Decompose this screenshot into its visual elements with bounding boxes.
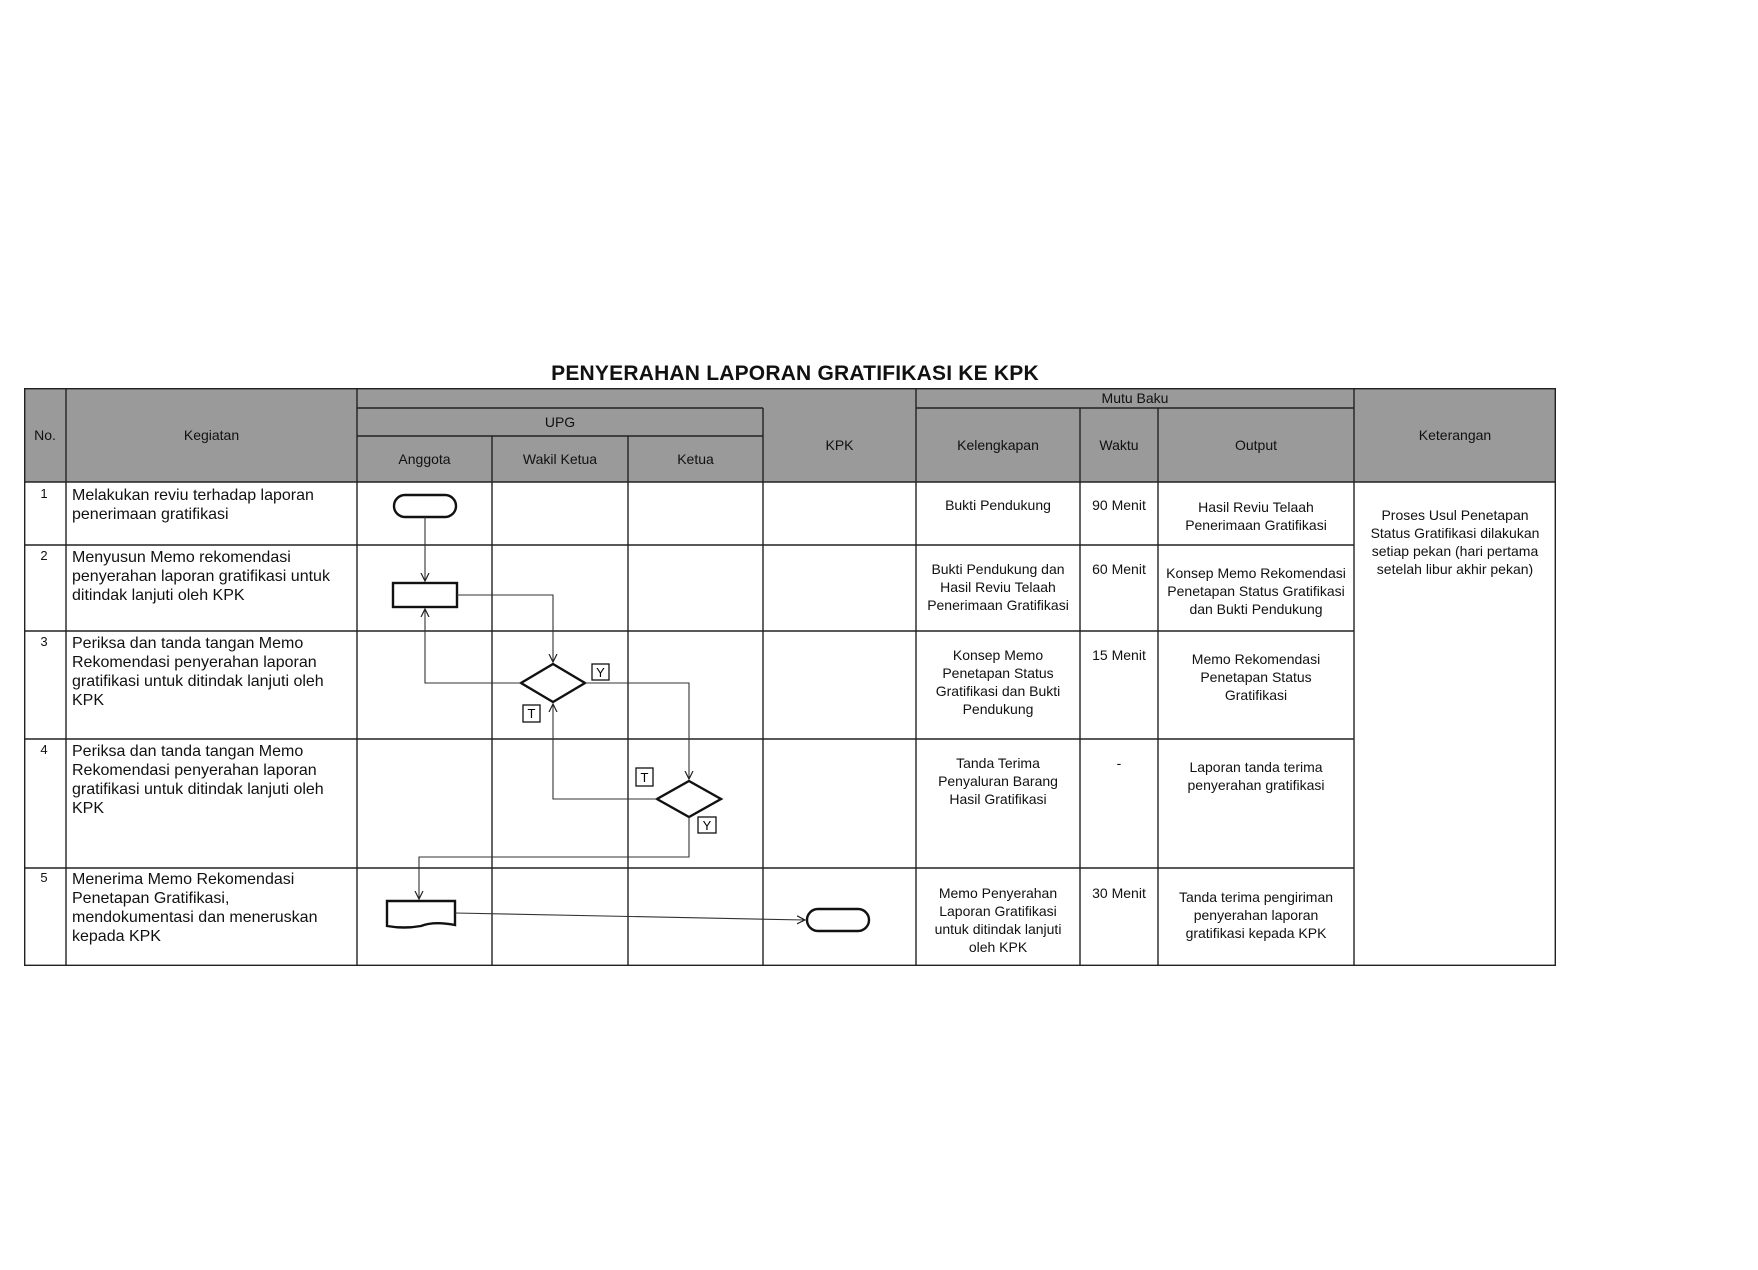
header-mutu-baku: Mutu Baku [1101, 390, 1169, 406]
row-2-output: Konsep Memo Rekomendasi Penetapan Status Gratifikasi dan Bukti Pendukung [1166, 565, 1346, 617]
label-t-2: T [640, 770, 649, 785]
row-2-kegiatan: Menyusun Memo rekomendasi penyerahan laporan gratifikasi untuk ditindak lanjuti oleh KPK [72, 549, 330, 604]
label-y-1: Y [596, 665, 605, 680]
row-1-no: 1 [40, 486, 48, 501]
connector-2-3 [457, 595, 553, 662]
row-1-waktu: 90 Menit [1092, 497, 1146, 513]
header-upg: UPG [544, 414, 576, 430]
row-5-kelengkapan: Memo Penyerahan Laporan Gratifikasi untuk ditindak lanjuti oleh KPK [934, 885, 1062, 955]
header-kelengkapan: Kelengkapan [957, 437, 1039, 453]
connector-5-end [455, 913, 805, 920]
row-2-waktu: 60 Menit [1092, 561, 1146, 577]
document-title: PENYERAHAN LAPORAN GRATIFIKASI KE KPK [551, 362, 1039, 385]
header-keterangan: Keterangan [1418, 427, 1492, 443]
header-waktu: Waktu [1099, 437, 1139, 453]
row-5-output: Tanda terima pengiriman penyerahan laporan gratifikasi kepada KPK [1178, 889, 1334, 941]
row-3-waktu: 15 Menit [1092, 647, 1146, 663]
row-5-kegiatan: Menerima Memo Rekomendasi Penetapan Gratifikasi, mendokumentasi dan meneruskan kepada KPK [72, 871, 318, 945]
end-terminator [807, 909, 869, 931]
row-3-no: 3 [40, 634, 48, 649]
row-3-output: Memo Rekomendasi Penetapan Status Gratifikasi [1191, 651, 1321, 703]
row-1-kegiatan: Melakukan reviu terhadap laporan penerimaan gratifikasi [72, 487, 314, 523]
row-4-no: 4 [40, 742, 48, 757]
document-symbol [387, 901, 455, 928]
decision-wakil-ketua [521, 664, 585, 702]
row-5-waktu: 30 Menit [1092, 885, 1146, 901]
connector-reject-1 [425, 609, 521, 683]
label-y-2: Y [702, 818, 712, 833]
flowchart-diagram [24, 388, 1556, 966]
row-5-no: 5 [40, 870, 48, 885]
header-wakil-ketua: Wakil Ketua [522, 451, 598, 467]
row-1-kelengkapan: Bukti Pendukung [945, 497, 1051, 513]
row-2-no: 2 [40, 548, 48, 563]
connector-approve-1 [585, 683, 689, 779]
header-kpk: KPK [825, 437, 854, 453]
connector-approve-2 [419, 817, 689, 899]
flowchart-table [24, 388, 1556, 966]
header-kegiatan: Kegiatan [183, 427, 240, 443]
start-terminator [394, 495, 456, 517]
row-4-kelengkapan: Tanda Terima Penyaluran Barang Hasil Gratifikasi [938, 755, 1058, 807]
keterangan-note: Proses Usul Penetapan Status Gratifikasi dilakukan setiap pekan (hari pertama setelah libur akhir pekan) [1370, 507, 1540, 577]
header-anggota: Anggota [398, 451, 451, 467]
process-box [393, 583, 457, 607]
label-t-1: T [527, 706, 536, 721]
row-4-output: Laporan tanda terima penyerahan gratifikasi [1187, 759, 1325, 793]
decision-ketua [657, 781, 721, 817]
row-2-kelengkapan: Bukti Pendukung dan Hasil Reviu Telaah Penerimaan Gratifikasi [927, 561, 1069, 613]
row-4-kegiatan: Periksa dan tanda tangan Memo Rekomendasi penyerahan laporan gratifikasi untuk ditindak lanjuti oleh KPK [72, 743, 324, 817]
header-output: Output [1234, 437, 1278, 453]
row-3-kelengkapan: Konsep Memo Penetapan Status Gratifikasi dan Bukti Pendukung [935, 647, 1061, 717]
row-3-kegiatan: Periksa dan tanda tangan Memo Rekomendasi penyerahan laporan gratifikasi untuk ditindak lanjuti oleh KPK [72, 635, 324, 709]
header-no: No. [34, 427, 56, 443]
row-1-output: Hasil Reviu Telaah Penerimaan Gratifikasi [1185, 499, 1327, 533]
row-4-waktu: - [1116, 755, 1122, 771]
header-ketua: Ketua [677, 451, 714, 467]
